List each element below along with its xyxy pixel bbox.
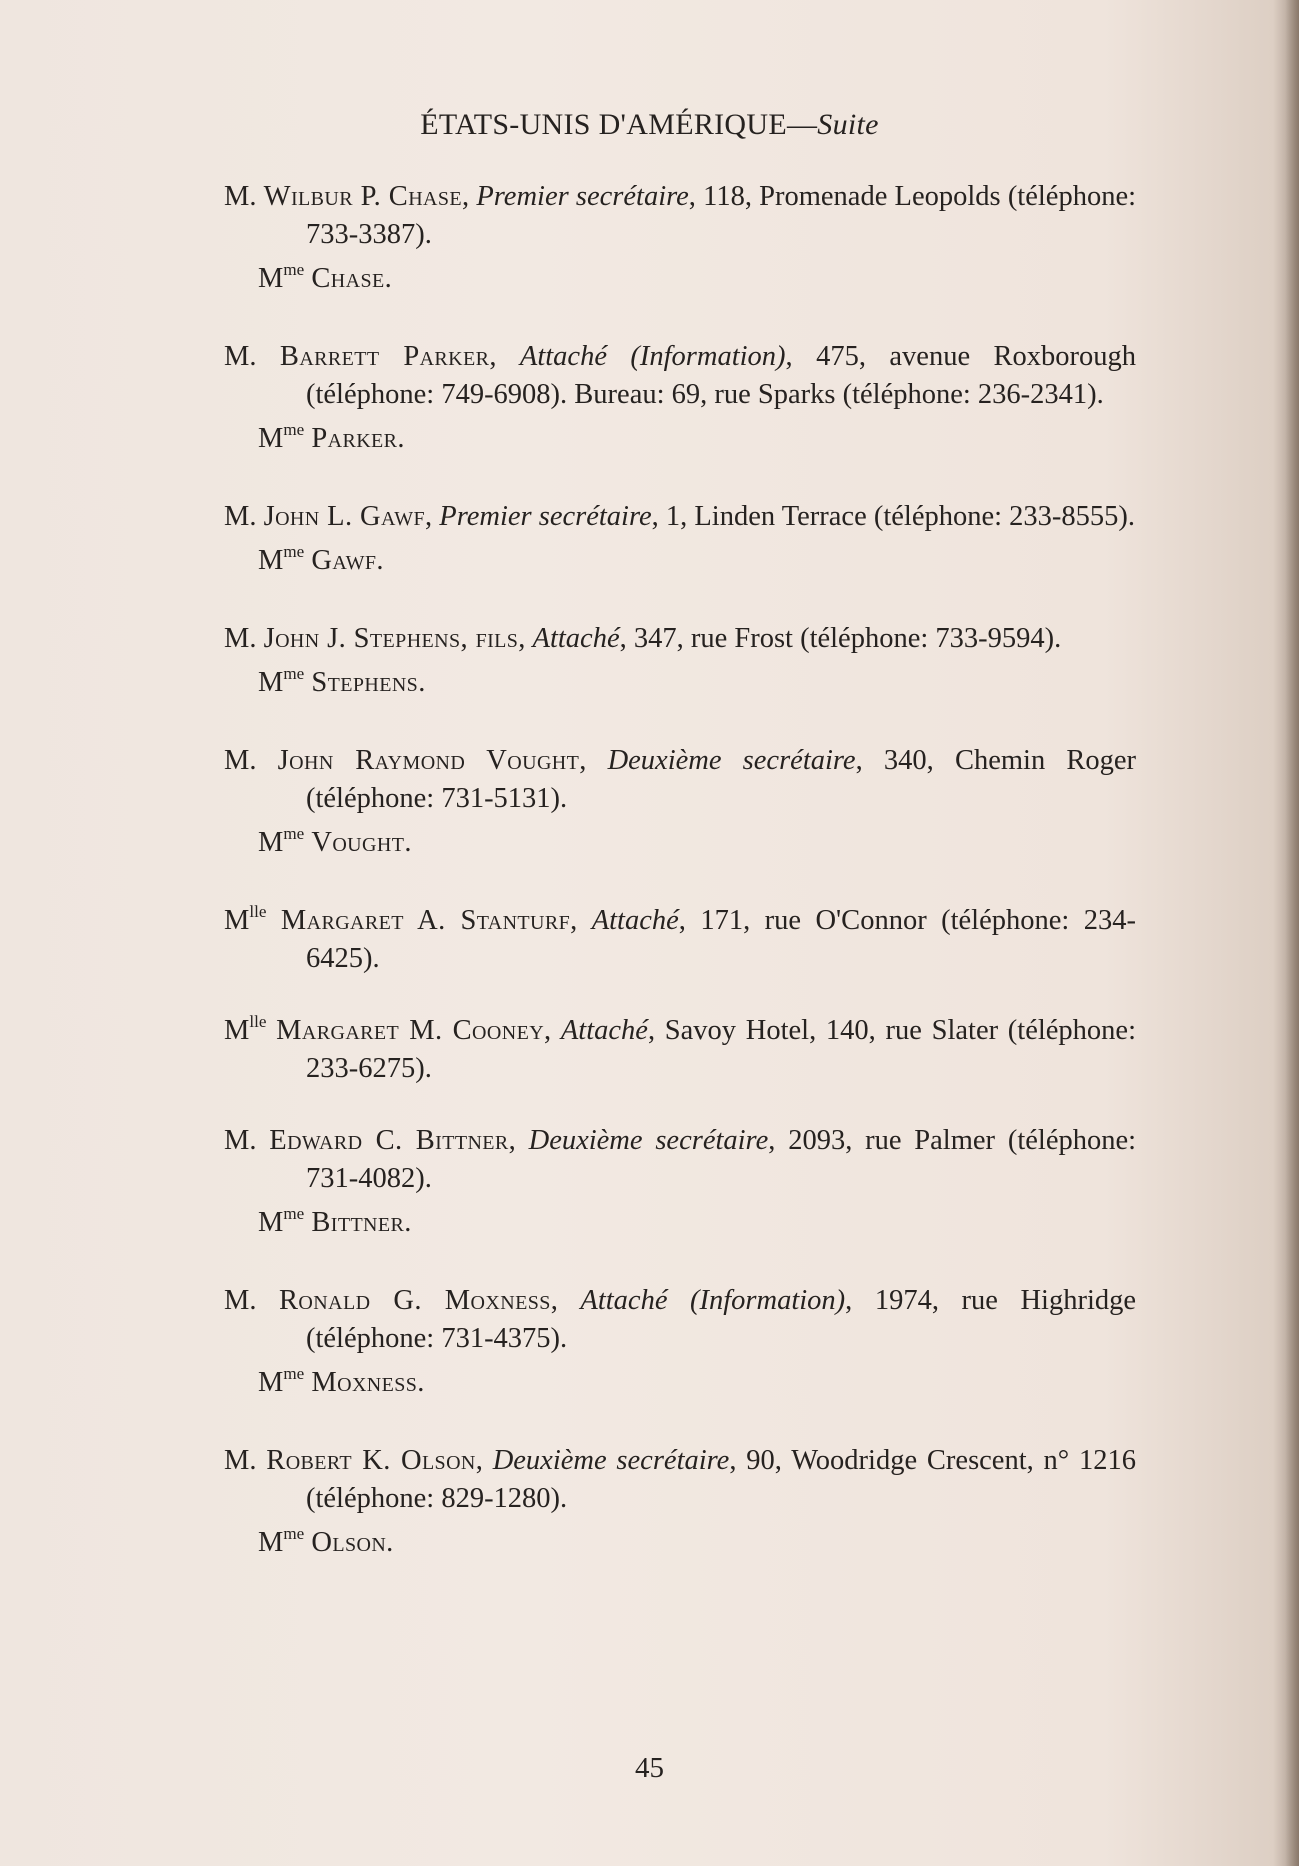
diplomat-entry — [224, 1122, 1136, 1242]
entry-address: Savoy Hotel, 140, rue Slater (téléphone: 233-6275). — [306, 1015, 1136, 1084]
spouse-civility: M — [258, 1367, 284, 1398]
spouse-civility: M — [258, 545, 284, 576]
diplomat-entry — [224, 620, 1136, 702]
entry-name: John J. Stephens, fils — [263, 623, 519, 654]
spouse-name: Stephens. — [311, 667, 426, 698]
entry-address: 475, avenue Roxborough (téléphone: 749-6908). Bureau: 69, rue Sparks (téléphone: 236-2341). — [306, 341, 1137, 410]
spouse-name: Vought. — [311, 827, 412, 858]
diplomat-list — [224, 178, 1136, 1602]
entry-name: John Raymond Vought — [277, 745, 580, 776]
entry-spouse — [224, 260, 1136, 298]
entry-title: Premier secrétaire — [439, 501, 652, 532]
diplomat-entry — [224, 902, 1136, 978]
entry-civility: M — [224, 1015, 250, 1046]
entry-title: Attaché — [532, 623, 620, 654]
entry-civility-sup: lle — [249, 902, 267, 922]
spouse-civility-sup: me — [283, 260, 305, 280]
entry-main: $M^{lle}$ Margaret M. Cooney, Attaché, Savoy Hotel, 140, rue Slater (téléphone: 233-6275). — [224, 1012, 1136, 1084]
entry-spouse — [224, 1364, 1136, 1402]
spouse-name: Chase. — [311, 263, 393, 294]
spouse-civility: M — [258, 1207, 284, 1238]
entry-name: Margaret A. Stanturf — [280, 905, 571, 936]
entry-name: Barrett Parker — [279, 341, 490, 372]
entry-name: Margaret M. Cooney — [276, 1015, 545, 1046]
entry-address: 347, rue Frost (téléphone: 733-9594). — [633, 623, 1062, 654]
entry-address: 1, Linden Terrace (téléphone: 233-8555). — [665, 501, 1136, 532]
entry-title: Attaché (Information) — [519, 341, 786, 372]
entry-main: M. Barrett Parker, Attaché (Information), 475, avenue Roxborough (téléphone: 749-6908). Bureau: 69, rue Sparks (téléphone: 236-2341). — [224, 341, 1137, 410]
entry-civility: M. — [224, 1125, 257, 1156]
entry-name: Wilbur P. Chase — [263, 181, 463, 212]
entry-main: M. Ronald G. Moxness, Attaché (Information), 1974, rue Highridge (téléphone: 731-4375). — [224, 1285, 1137, 1354]
diplomat-entry — [224, 1012, 1136, 1088]
entry-title: Deuxième secrétaire — [607, 745, 856, 776]
entry-civility: M. — [224, 1445, 257, 1476]
diplomat-entry — [224, 178, 1136, 298]
entry-main: $M^{lle}$ Margaret A. Stanturf, Attaché, 171, rue O'Connor (téléphone: 234-6425). — [224, 902, 1136, 974]
spouse-civility-sup: me — [283, 1364, 305, 1384]
entry-title: Deuxième secrétaire — [528, 1125, 769, 1156]
diplomat-entry — [224, 498, 1136, 580]
entry-spouse — [224, 1524, 1136, 1562]
entry-main: M. Wilbur P. Chase, Premier secrétaire, 118, Promenade Leopolds (téléphone: 733-3387). — [224, 181, 1137, 250]
entry-main: M. John Raymond Vought, Deuxième secrétaire, 340, Chemin Roger (téléphone: 731-5131). — [224, 745, 1137, 814]
entry-address: 340, Chemin Roger (téléphone: 731-5131). — [306, 745, 1137, 814]
entry-name: John L. Gawf — [263, 501, 426, 532]
spouse-name: Bittner. — [311, 1207, 412, 1238]
spouse-civility-sup: me — [283, 1204, 305, 1224]
heading-country: ÉTATS-UNIS D'AMÉRIQUE— — [420, 108, 818, 141]
entry-main: M. John J. Stephens, fils, Attaché, 347, rue Frost (téléphone: 733-9594). — [224, 623, 1062, 654]
spouse-civility: M — [258, 667, 284, 698]
entry-spouse — [224, 824, 1136, 862]
entry-civility-sup: lle — [249, 1012, 267, 1032]
entry-title: Attaché (Information) — [580, 1285, 846, 1316]
entry-address: 1974, rue Highridge (téléphone: 731-4375). — [306, 1285, 1137, 1354]
entry-name: Ronald G. Moxness — [279, 1285, 551, 1316]
entry-address: 171, rue O'Connor (téléphone: 234-6425). — [306, 905, 1136, 974]
page-edge-shadow — [1285, 0, 1299, 1866]
spouse-name: Moxness. — [311, 1367, 425, 1398]
spouse-name: Olson. — [311, 1527, 394, 1558]
entry-civility: M. — [224, 623, 257, 654]
entry-civility: M — [224, 905, 250, 936]
entry-spouse — [224, 664, 1136, 702]
page-number: 45 — [635, 1752, 664, 1784]
entry-spouse — [224, 542, 1136, 580]
entry-title: Premier secrétaire — [476, 181, 689, 212]
entry-civility: M. — [224, 1285, 257, 1316]
spouse-name: Parker. — [311, 423, 405, 454]
entry-civility: M. — [224, 181, 257, 212]
entry-spouse — [224, 420, 1136, 458]
spouse-civility: M — [258, 827, 284, 858]
entry-name: Robert K. Olson — [266, 1445, 476, 1476]
spouse-civility-sup: me — [283, 664, 305, 684]
entry-title: Attaché — [560, 1015, 648, 1046]
spouse-civility-sup: me — [283, 824, 305, 844]
spouse-civility: M — [258, 1527, 284, 1558]
diplomat-entry — [224, 338, 1136, 458]
spouse-civility: M — [258, 423, 284, 454]
entry-spouse — [224, 1204, 1136, 1242]
spouse-civility: M — [258, 263, 284, 294]
diplomat-entry — [224, 1282, 1136, 1402]
spouse-name: Gawf. — [311, 545, 384, 576]
entry-civility: M. — [224, 341, 257, 372]
diplomat-entry — [224, 742, 1136, 862]
diplomat-entry — [224, 1442, 1136, 1562]
entry-title: Deuxième secrétaire — [492, 1445, 730, 1476]
entry-main: M. Edward C. Bittner, Deuxième secrétaire, 2093, rue Palmer (téléphone: 731-4082). — [224, 1125, 1137, 1194]
spouse-civility-sup: me — [283, 542, 305, 562]
heading-suite: Suite — [817, 108, 879, 141]
spouse-civility-sup: me — [283, 420, 305, 440]
entry-title: Attaché — [591, 905, 679, 936]
entry-address: 90, Woodridge Crescent, n° 1216 (téléphone: 829-1280). — [306, 1445, 1137, 1514]
entry-name: Edward C. Bittner — [269, 1125, 509, 1156]
entry-main: M. John L. Gawf, Premier secrétaire, 1, Linden Terrace (téléphone: 233-8555). — [224, 501, 1136, 532]
entry-civility: M. — [224, 745, 257, 776]
entry-address: 118, Promenade Leopolds (téléphone: 733-3387). — [306, 181, 1137, 250]
page-heading — [0, 108, 1299, 142]
entry-address: 2093, rue Palmer (téléphone: 731-4082). — [306, 1125, 1137, 1194]
entry-civility: M. — [224, 501, 257, 532]
entry-main: M. Robert K. Olson, Deuxième secrétaire, 90, Woodridge Crescent, n° 1216 (téléphone: 829-1280). — [224, 1445, 1137, 1514]
spouse-civility-sup: me — [283, 1524, 305, 1544]
